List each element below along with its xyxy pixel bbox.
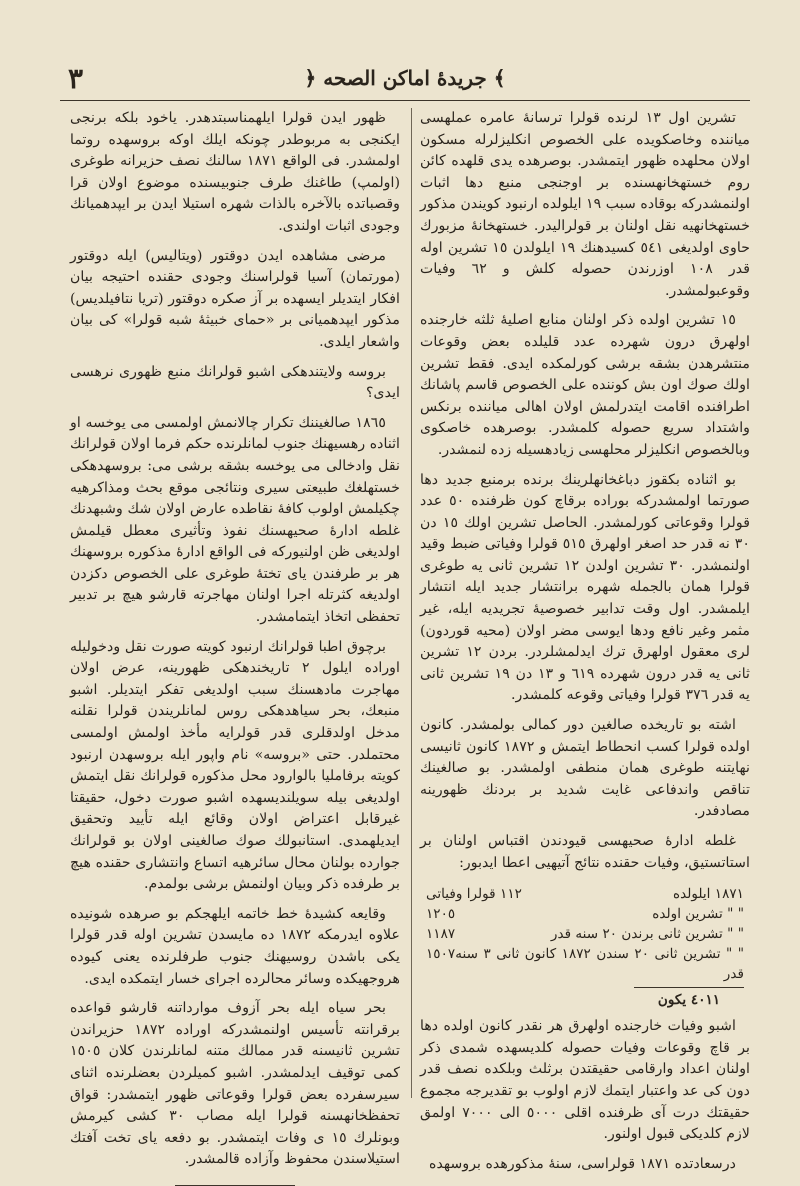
paragraph: ظهور ايدن قولرا ايلهمناسبتدهدر. ياخود بلكه برنجى ايكنجى به مربوطدر چونكه ايلك اوكه بروسهده روتما اولمشدر. فى الواقع ١٨٧١ سالنك نصف حزيرانه طوغرى (اولمپ) طاغنك طرف جنوبيسنده موضوع اولان قرا وقصباتده بالآخره بالذات شهره استيلا ايدن بر ايپدهميانك وجودى اثبات اولندى.: [70, 110, 400, 234]
paragraph: ١٥ تشرين اولده ذكر اولنان منابع اصليهٔ ثلثه خارجنده اولهرق درون شهرده عدد قليلده بعض وقوعات منتشرهدن بشقه برشى كورلمكده ايدى. فقط تشرين اولك صوك اون بش كوننده على الخصوص قاسم پاشانك اطرافنده اقامت ايتدرلمش اولان اهالى مياننده برنكس واشتداد سريع حصوله كلمشدر. بوصرهده خاصكوى وبالخصوص انكليزلر محلهسى زيادهسيله زده لنمشدر.: [420, 312, 750, 458]
paragraph: برچوق اطبا قولرانك ارنبود كويته صورت نقل ودخوليله اوراده ايلول ٢ تاريخندهكى ظهورينه، عرض اولان مهاجرت مادهسنك سبب اولديغى تفكر ايتديلر. اشبو منبعك، بحر سياهدهكى روس لمانلريندن قولرا نقلنه مدخل اولدقلرى قدر قولرايه مأخذ اولمش اولمسى محتملدر. حتى «بروسه» نام واپور ايله بروسهدن ارنبود كويته برفامليا بالوارود محل مذكوره قولرانك نقل ايتمش اولديغى بيله سويلنديسهده اشبو صورت دخول، حقيقتا غيرقابل اعتراض اولان وقائع ايله تأييد وتحقيق ايديلهمدى. استانبولك صوك صالغينى اولان بو قولرانك جوارده بولنان محال سائرهيه اتساع وانتشارى حقنده هيچ بر طرفده ذكر وبيان اولنمش برشى بولمدم.: [70, 638, 400, 893]
stats-label: " " تشرين ثانى برندن ٢٠ سنه قدر: [550, 926, 744, 943]
page-header: [60, 58, 750, 101]
stats-total: ٤٠١١ يكون: [634, 987, 744, 1010]
paragraph: ١٨٦٥ صالغيننك تكرار چالانمش اولمسى مى يوخسه او اثناده رهسيهنك جنوب لمانلرنده حكم فرما اولان قولرانك نقل وادخالى مى يوخسه بشقه برشى مى: بروسهدهكى خستهلغك طبيعتى سيرى ونتائجى موقع بحث ومذاكرهيه چكيلمش اولوب كافهٔ نقاطده عارض اولان شك وشبهدنك غلطه ادارۀ صحيهسنك نفوذ وتأثيرى معطل قيلمش اولديغى ظن اولنيوركه فى الواقع ادارۀ مذكوره بروسهنك هر بر طرفندن ياى تختهٔ طوغرى على الخصوص دكزدن اولديغه كثرتله اجرا اولنان مهاجرته قارشو هيچ بر تدبير تحفظى اتخاذ ايتمامشدر.: [70, 414, 400, 626]
paragraph: وقايعه كشيدهٔ خط خاتمه ايلهجكم بو صرهده شونيده علاوه ايدرمكه ١٨٧٢ ده مايسدن تشرين اوله قدر قولرا يكى باشدن روسيهنك جنوب طرفلرنده يعنى كيوده هروجهيكده وسائر محالرده اجراى خسار ايتمكده ايدى.: [70, 905, 400, 987]
page-number: ٣: [68, 62, 84, 95]
paragraph: تشرين اول ١٣ لرنده قولرا ترسانهٔ عامره عملهسی میاننده وخاصكويده على الخصوص انكليزلرله مسكون اولان محلهده ظهور ايتمشدر. بوصرهده يدى قلهده كائن روم خستهخانهسنده بر اوجنجى منبع دها اثبات اولنمشدركه بوقاده سبب ١٩ ايلولده ارنبود كويندن مذكور خستهخانهیه نقل اولنان بر قولرالیدر. خستهخانهٔ مزبورك حاوى اولديغى ٥٤١ كسيدهنك ١٩ ايلولدن ١٥ تشرين اوله قدر ١٠٨ اوزرندن حصوله كلش و ٦٢ وفيات وقوعبولمشدر.: [420, 110, 750, 299]
stats-row: [420, 944, 750, 984]
stats-value: ١١٨٧: [426, 926, 456, 943]
journal-title: ﴿ جريدۀ اماكن الصحه ﴾: [304, 66, 506, 90]
stats-label: " " تشرين اولده: [652, 906, 744, 923]
stats-value: ١١٢ قولرا وفياتى: [426, 886, 522, 903]
paragraph: مرضى مشاهده ايدن دوقتور (ويتاليس) ايله دوقتور (مورتمان) آسيا قولراسنك وجودى حقنده احتيجه بيان افكار ايتديلر ايسهده بر آز صكره دوقتور (تريا نتافيلديس) مذكور ايپدهميانى بر «حماى خبيثهٔ شبه قولرا» كى بيان واشعار ايلدى.: [70, 247, 400, 350]
right-column: [420, 108, 751, 1172]
paragraph: بو اثناده بكقوز دباغخانهلرينك برنده برمنبع جديد دها صورتما اولمشدركه بوراده برقاچ كون ظرفنده ٥٠ عدد قولرا وقوعاتى كورلمشدر. الحاصل تشرين اولك ١٥ دن ٣٠ نه قدر حد اصغر اولهرق ٥١٥ قولرا وفياتى ضبط وقيد اولنمشدر. ٣٠ تشرين اولدن ١٢ تشرين ثانى يه طوغرى قولرا همان بالجمله شهره برانتشار جديد ايله انتشار ايلمشدر. اول وقت تدابير خصوصيهٔ تجريديه ايله، غير مثمر وغير نافع ودها ايوسى مضر اولان (محيه قوردون) لرى معقول اولهرق ترك ايدلمشلردر. بردن ١٢ تشرين ثانى يه قدر درون شهرده ٦١٩ و ١٣ دن ١٩ تشرين ثانى يه قدر ٣٧٦ قولرا وفياتى وقوعه كلمشدر.: [420, 471, 751, 704]
mortality-statistics: [420, 884, 750, 1010]
paragraph: بحر سياه ايله بحر آزوف موارداتنه قارشو قواعده برقرانته تأسيس اولنمشدركه اوراده ١٨٧٢ حزيراندن تشرين ثانيسنه قدر ممالك متنه لمانلرندن كلان ١٥٠٥ كمى توقيف ايدلمشدر. اشبو كميلردن بعضلرنده اثناى سيرسفرده بعض قولرا وقوعاتى ظهور ايتمشدر: قواق تحفظخانهسنه قولرا ايله مصاب ٣٠ كشى كيرمش وبونلرك ١٥ ى وفات ايتمشدر. بو دفعه ياى تخت آفتك استيلاسندن محفوظ وآزاده قالمشدر.: [70, 1000, 400, 1168]
stats-row: [420, 904, 750, 924]
stats-value: ١٢٠٥: [426, 906, 456, 923]
paragraph: بروسه ولايتندهكى اشبو قولرانك منبع ظهورى نرهسى ايدى؟: [70, 363, 400, 402]
stats-label: ١٨٧١ ايلولده: [672, 886, 744, 903]
stats-row: [420, 924, 750, 944]
paragraph: درسعادتده ١٨٧١ قولراسى، سنهٔ مذكورهده بروسهده: [429, 1155, 736, 1172]
paragraph: اشته بو تاريخده صالغين دور كمالى بولمشدر. كانون اولده قولرا كسب انحطاط ايتمش و ١٨٧٢ كانون ثانيسى نهايتنه طوغرى همان منطفى اولمشدر. بو صالغينك تناقص واندفاعى غايت شديد بر بردنك ظهورينه مصادفدر.: [420, 717, 750, 820]
paragraph: اشبو وفيات خارجنده اولهرق هر نقدر كانون اولده دها بر قاچ وقوعات وفيات حصوله كلديسهده شمدى ذكر اولنان اعداد وارقامى حقيقتدن برثلث وبلكده نصف قدر دون كى عد واعتبار ايتمك لازم اولوب بو تقديرجه مجموع حقيقتك درت آى ظرفنده اقلى ٥٠٠٠ الى ٧٠٠٠ اولمق لازم كلديكى قبول اولنور.: [420, 1018, 750, 1143]
stats-label: " " تشرين ثانى ٢٠ سندن ١٨٧٢ كانون ثانى ٣ سنه قدر: [455, 946, 744, 983]
stats-value: ١٥٠٧: [426, 946, 456, 963]
paragraph: غلطه ادارۀ صحيهسى قيودندن اقتباس اولنان بر استاتستيق، وفيات حقنده نتائج آتيهيى اعطا ايدبور:: [420, 833, 750, 871]
text-columns: [70, 108, 751, 1172]
stats-row: [420, 884, 750, 904]
left-column: [70, 108, 400, 1168]
